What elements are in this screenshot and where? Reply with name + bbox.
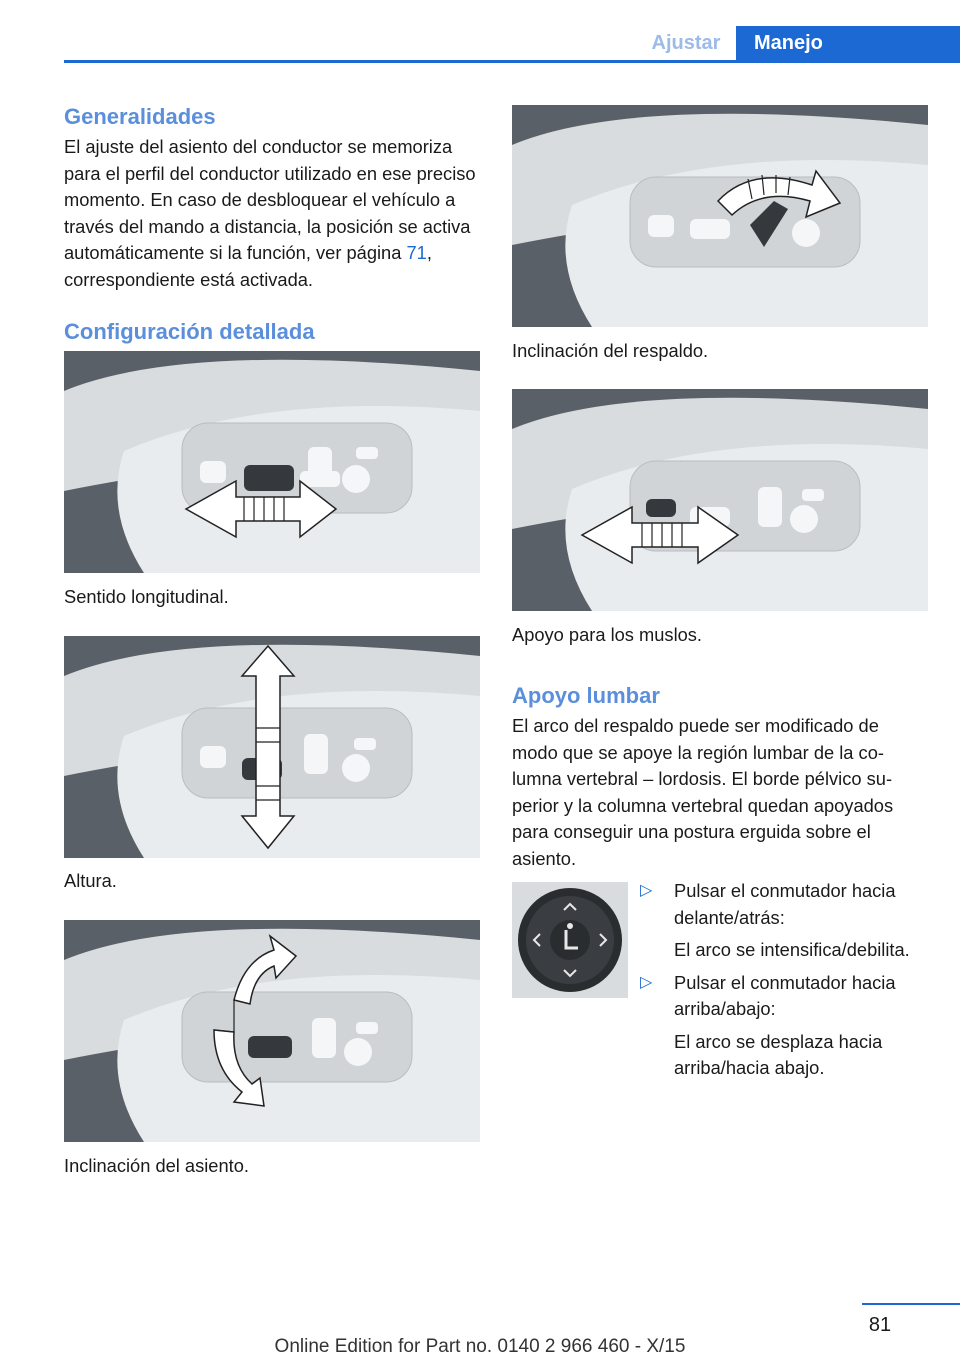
seat-tilt-image — [64, 920, 480, 1142]
generalidades-text-end: , correspondiente está activada. — [64, 242, 432, 290]
backrest-tilt-image — [512, 105, 928, 327]
bullet-result: El arco se desplaza hacia arriba/hacia abajo. — [674, 1030, 883, 1078]
lumbar-section — [512, 683, 926, 872]
bullet-action: Pulsar el conmutador hacia arriba/abajo: — [674, 971, 896, 1019]
list-item — [640, 970, 940, 1082]
caption-seat-tilt: Inclinación del asiento. — [64, 1155, 249, 1176]
list-item — [640, 878, 940, 964]
thigh-support-image — [512, 389, 928, 611]
seat-longitudinal-image — [64, 351, 480, 573]
page-number: 81 — [868, 1314, 892, 1336]
header-tab-manejo — [736, 26, 960, 60]
triangle-bullet-icon: ▷ — [640, 882, 653, 899]
lumbar-instructions — [640, 878, 940, 1088]
generalidades-section — [64, 104, 482, 345]
edition-note: Online Edition for Part no. 0140 2 966 460 - X/15 — [274, 1336, 686, 1357]
generalidades-title: Generalidades — [64, 104, 216, 129]
bullet-action: Pulsar el conmutador hacia delante/atrás: — [674, 880, 896, 928]
caption-longitudinal: Sentido longitudinal. — [64, 586, 229, 607]
generalidades-text-start: El ajuste del asiento del conductor se memoriza para el perfil del conductor utilizado en ese preciso momento. En caso de desbloquear el vehículo a través del mando a distancia, la posición se activa automáticamente si la función, ver página — [64, 136, 476, 263]
page-link-71[interactable]: 71 — [406, 242, 427, 263]
config-title: Configuración detallada — [64, 319, 315, 344]
seat-height-image — [64, 636, 480, 858]
lumbar-switch-image — [512, 882, 628, 998]
header-tab-ajustar: Ajustar — [651, 32, 721, 54]
triangle-bullet-icon: ▷ — [640, 973, 653, 991]
header-rule — [64, 60, 960, 63]
caption-height: Altura. — [64, 870, 117, 891]
bullet-result: El arco se intensifica/debilita. — [674, 939, 910, 960]
caption-backrest-tilt: Inclinación del respaldo. — [512, 340, 709, 361]
footer-rule — [862, 1303, 960, 1305]
header-tab-manejo-label: Manejo — [754, 32, 823, 54]
lumbar-text: El arco del respaldo puede ser modificado de modo que se apoye la región lumbar de la columna vertebral – lordosis. El borde pélvico superior y la columna vertebral quedan apoyados para conseguir una postura erguida sobre el asiento. — [512, 715, 894, 869]
generalidades-text — [64, 134, 482, 293]
caption-thigh-support: Apoyo para los muslos. — [512, 624, 703, 645]
lumbar-title: Apoyo lumbar — [512, 683, 660, 708]
